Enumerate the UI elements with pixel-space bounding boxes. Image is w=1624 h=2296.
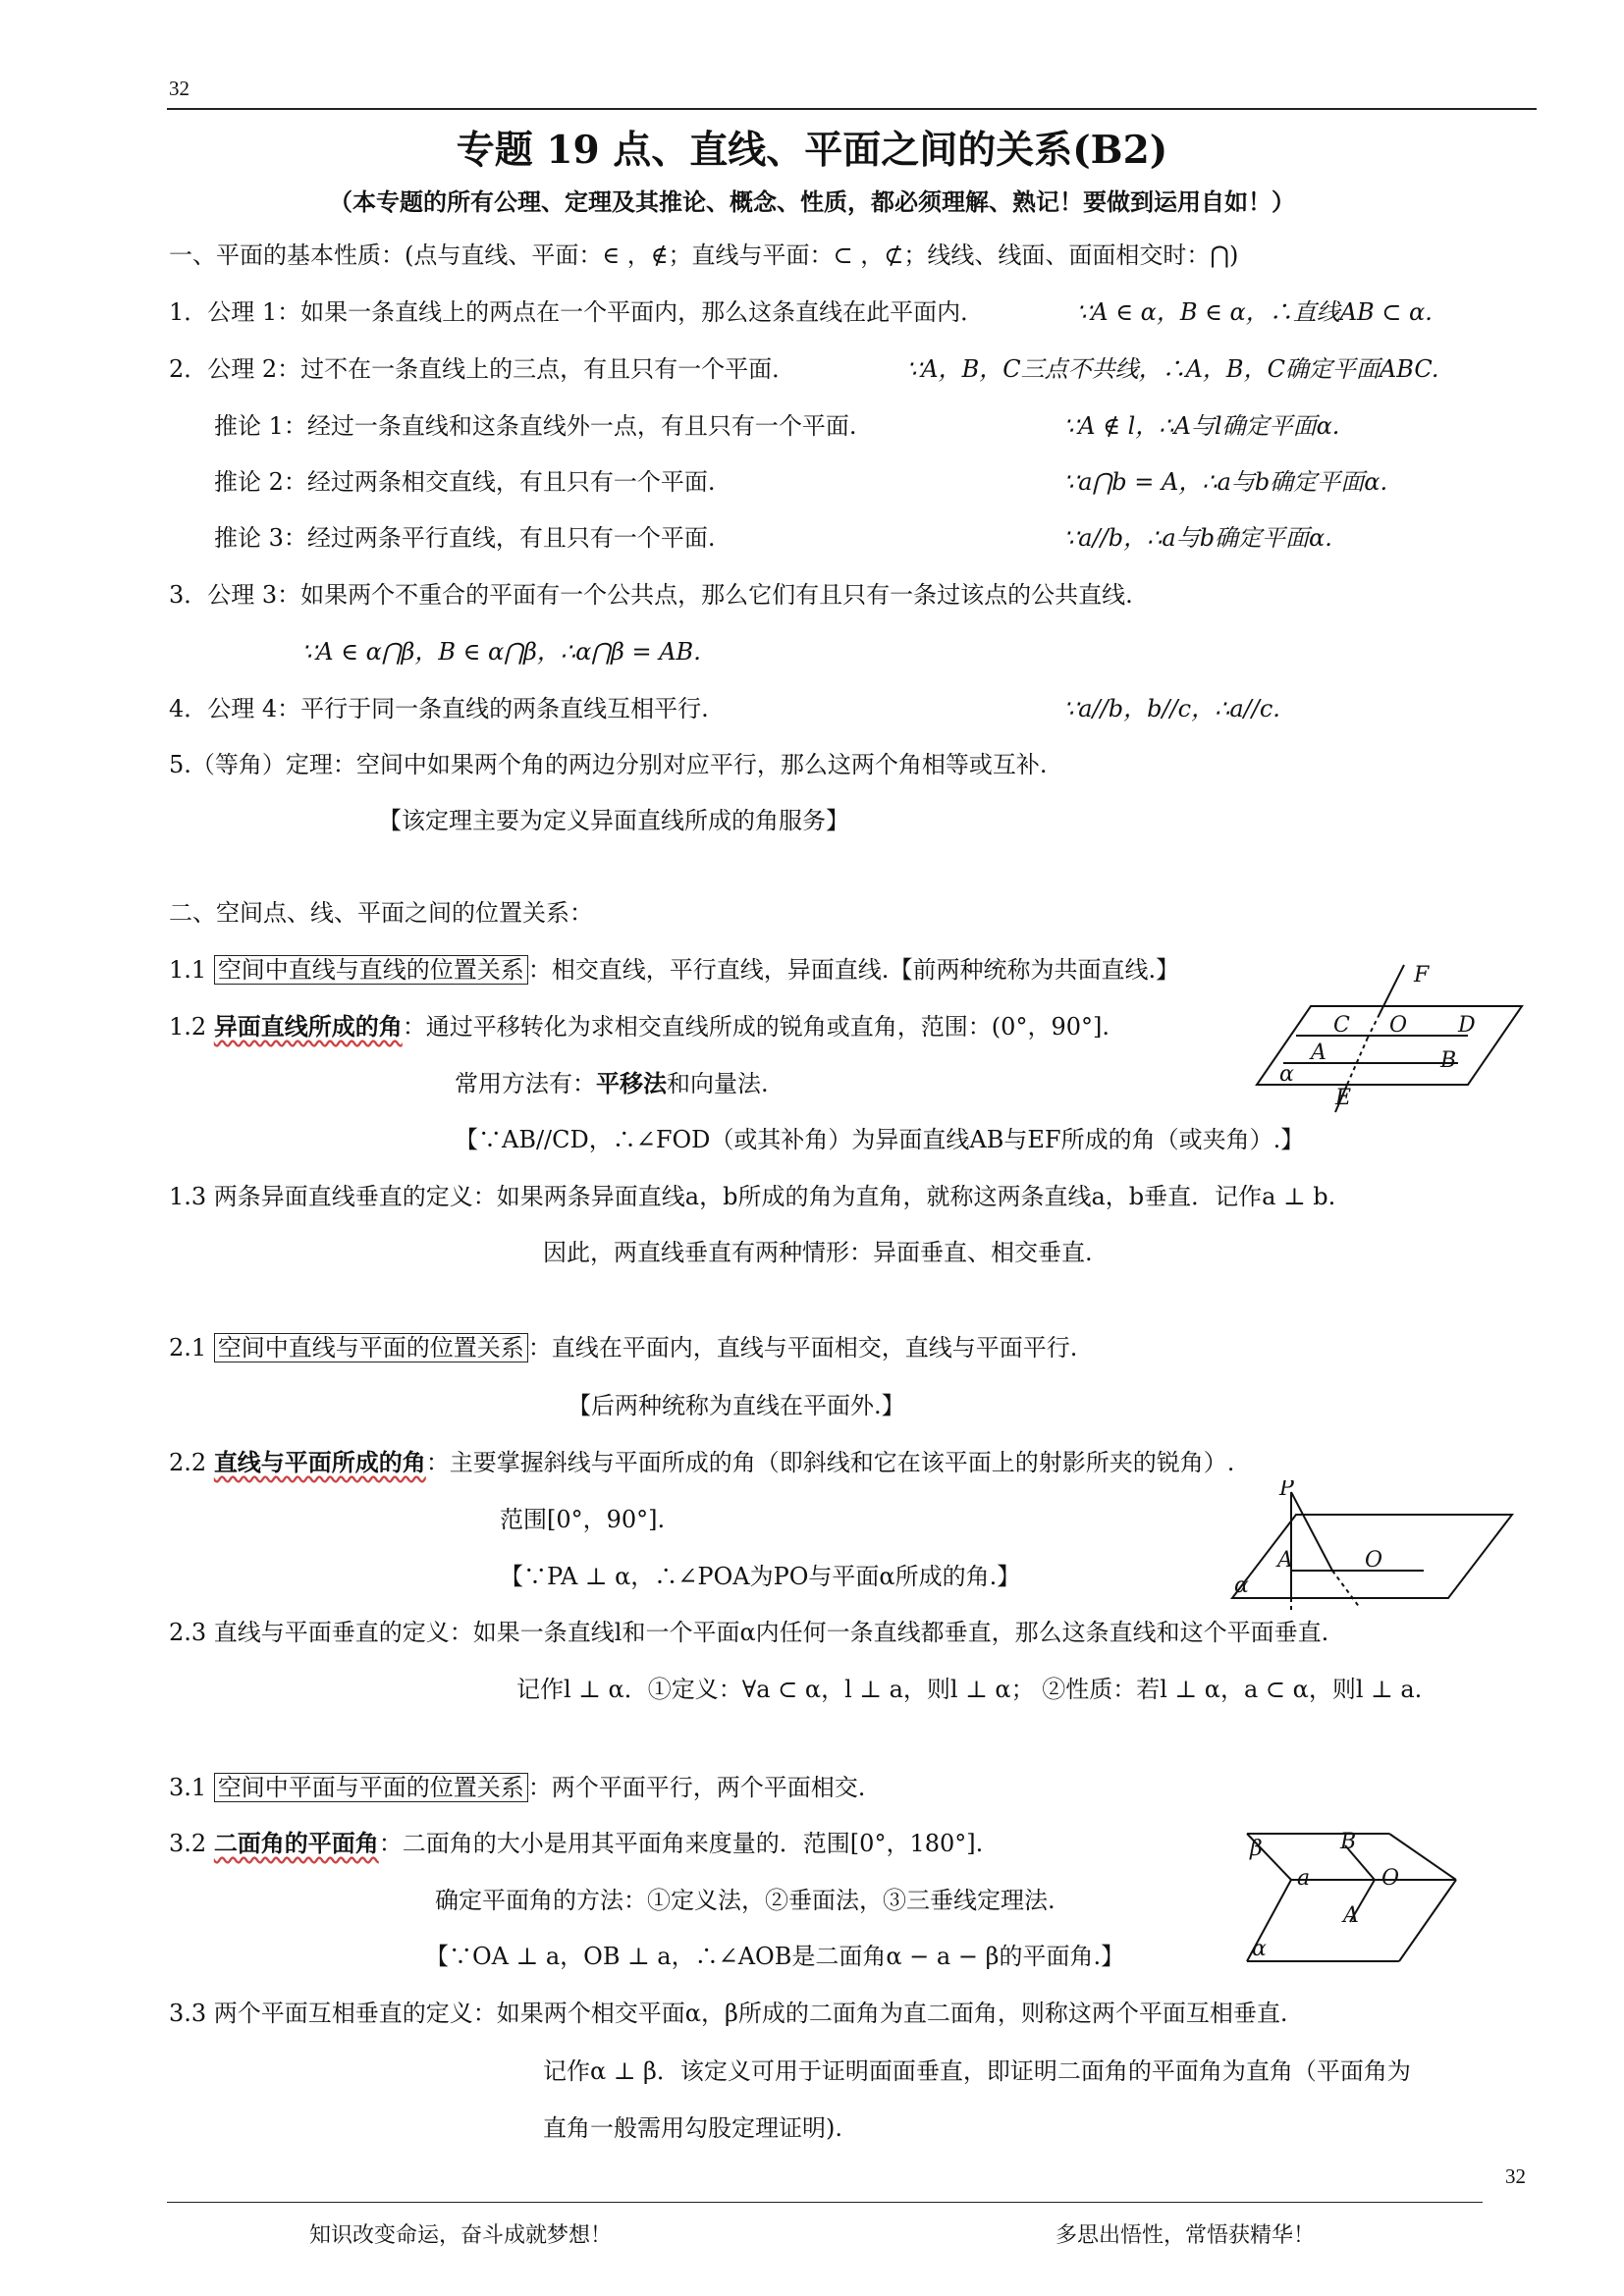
label-e: E — [1335, 1086, 1352, 1110]
item-1-2-rest: ：通过平移转化为求相交直线所成的锐角或直角，范围：(0°，90°]. — [402, 1013, 1110, 1041]
item-3-2-rest: ：二面角的大小是用其平面角来度量的．范围[0°，180°]. — [378, 1830, 984, 1857]
item-1-2 — [169, 1011, 1110, 1042]
theorem5-note: 【该定理主要为定义异面直线所成的角服务】 — [378, 807, 849, 834]
item-3-1-num: 3.1 — [169, 1774, 207, 1801]
item-3-1 — [169, 1772, 865, 1803]
label-p: P — [1279, 1480, 1294, 1501]
label-a: A — [1277, 1548, 1293, 1573]
item-2-2-rest: ：主要掌握斜线与平面所成的角（即斜线和它在该平面上的射影所夹的锐角）. — [425, 1449, 1235, 1476]
page-title: 专题 19 点、直线、平面之间的关系(B2) — [456, 128, 1168, 173]
item-1-2-method-bold: 平移法 — [596, 1069, 667, 1097]
axiom4-math: ∵a//b，b//c，∴a//c. — [1063, 695, 1280, 722]
line-ef-hidden-2 — [1347, 1038, 1368, 1085]
item-3-2-num: 3.2 — [169, 1830, 207, 1857]
section1-heading: 一、平面的基本性质：(点与直线、平面：∈ ，∉；直线与平面：⊂ ，⊄；线线、线面、面面相交时：⋂) — [169, 241, 1239, 269]
label-a: A — [1311, 1041, 1326, 1065]
item-2-2-num: 2.2 — [169, 1449, 207, 1476]
item-3-3-b: 记作α ⊥ β．该定义可用于证明面面垂直，即证明二面角的平面角为直角（平面角为 — [543, 2057, 1411, 2085]
item-1-3-b: 因此，两直线垂直有两种情形：异面垂直、相交垂直. — [543, 1239, 1093, 1266]
label-a-point: A — [1343, 1903, 1359, 1928]
item-3-3: 3.3 两个平面互相垂直的定义：如果两个相交平面α，β所成的二面角为直二面角，则称这两个平面互相垂直. — [169, 2000, 1288, 2027]
item-2-1-note: 【后两种统称为直线在平面外.】 — [568, 1392, 905, 1419]
item-2-2-bold-term: 直线与平面所成的角 — [213, 1448, 426, 1476]
half-plane-beta-right — [1389, 1834, 1456, 1880]
item-2-3: 2.3 直线与平面垂直的定义：如果一条直线l和一个平面α内任何一条直线都垂直，那么这条直线和这个平面垂直. — [169, 1619, 1329, 1646]
axiom4-text: 4．公理 4：平行于同一条直线的两条直线互相平行. — [169, 695, 709, 722]
label-alpha: α — [1234, 1574, 1249, 1598]
item-1-2-note: 【∵AB//CD，∴∠FOD（或其补角）为异面直线AB与EF所成的角（或夹角）.】 — [455, 1126, 1305, 1153]
item-1-2-method-post: 和向量法. — [667, 1070, 769, 1097]
corollary1-text: 推论 1：经过一条直线和这条直线外一点，有且只有一个平面. — [214, 412, 857, 440]
label-f: F — [1414, 963, 1430, 988]
item-1-1-num: 1.1 — [169, 956, 207, 984]
line-ef-hidden — [1368, 1014, 1380, 1038]
item-1-1-boxed-term: 空间中直线与直线的位置关系 — [214, 955, 528, 985]
item-3-1-boxed-term: 空间中平面与平面的位置关系 — [214, 1773, 528, 1802]
axiom2-math: ∵A，B，C三点不共线，∴A，B，C确定平面ABC. — [906, 355, 1439, 383]
footer-page-number: 32 — [1505, 2164, 1526, 2188]
footer-rule — [167, 2202, 1483, 2203]
page-subtitle: （本专题的所有公理、定理及其推论、概念、性质，都必须理解、熟记！要做到运用自如！） — [329, 187, 1295, 216]
corollary3-text: 推论 3：经过两条平行直线，有且只有一个平面. — [214, 524, 716, 552]
label-b: B — [1440, 1048, 1457, 1073]
item-2-1 — [169, 1332, 1077, 1363]
item-2-1-num: 2.1 — [169, 1334, 207, 1362]
label-d: D — [1458, 1013, 1476, 1038]
item-1-2-num: 1.2 — [169, 1013, 207, 1041]
footer-left-motto: 知识改变命运，奋斗成就梦想！ — [309, 2223, 613, 2248]
label-a-edge: a — [1297, 1866, 1311, 1891]
axiom1-math: ∵A ∈ α，B ∈ α，∴直线AB ⊂ α. — [1076, 298, 1433, 326]
item-2-3-b: 记作l ⊥ α．①定义：∀a ⊂ α，l ⊥ a，则l ⊥ α； ②性质：若l ⊥ α，a ⊂ α，则l ⊥ a. — [516, 1676, 1423, 1703]
header-rule — [167, 108, 1537, 110]
figure-dihedral-angle — [1242, 1824, 1463, 1971]
header-page-number: 32 — [169, 77, 189, 100]
item-3-3-c: 直角一般需用勾股定理证明). — [543, 2114, 842, 2142]
corollary2-math: ∵a⋂b = A，∴a与b确定平面α. — [1063, 468, 1388, 496]
label-alpha: α — [1252, 1937, 1267, 1961]
item-1-2-bold-term: 异面直线所成的角 — [213, 1012, 403, 1041]
item-3-2 — [169, 1828, 983, 1859]
label-o: O — [1381, 1866, 1400, 1891]
item-1-2-method-pre: 常用方法有： — [455, 1070, 596, 1097]
axiom2-text: 2．公理 2：过不在一条直线上的三点，有且只有一个平面． — [169, 355, 796, 383]
item-2-1-boxed-term: 空间中直线与平面的位置关系 — [214, 1333, 528, 1362]
item-3-2-method: 确定平面角的方法：①定义法，②垂面法，③三垂线定理法. — [435, 1887, 1056, 1914]
theorem5-text: 5.（等角）定理：空间中如果两个角的两边分别对应平行，那么这两个角相等或互补. — [169, 751, 1048, 778]
item-3-1-rest: ：两个平面平行，两个平面相交. — [527, 1774, 866, 1801]
item-1-1-rest: ：相交直线，平行直线，异面直线.【前两种统称为共面直线.】 — [527, 956, 1180, 984]
label-b: B — [1340, 1830, 1357, 1854]
half-plane-alpha-right — [1399, 1880, 1456, 1961]
axiom3-text: 3．公理 3：如果两个不重合的平面有一个公共点，那么它们有且只有一条过该点的公共直线. — [169, 581, 1133, 609]
item-2-2-note: 【∵PA ⊥ α，∴∠POA为PO与平面α所成的角.】 — [500, 1563, 1021, 1590]
corollary2-text: 推论 2：经过两条相交直线，有且只有一个平面. — [214, 468, 716, 496]
oblique-po-hidden — [1332, 1571, 1360, 1608]
axiom1-text: 1．公理 1：如果一条直线上的两点在一个平面内，那么这条直线在此平面内． — [169, 298, 985, 326]
figure-skew-lines — [1252, 957, 1546, 1124]
item-1-3: 1.3 两条异面直线垂直的定义：如果两条异面直线a，b所成的角为直角，就称这两条直线a，b垂直．记作a ⊥ b. — [169, 1183, 1336, 1210]
item-2-1-rest: ：直线在平面内，直线与平面相交，直线与平面平行. — [527, 1334, 1078, 1362]
item-3-2-note: 【∵OA ⊥ a，OB ⊥ a，∴∠AOB是二面角α − a − β的平面角.】 — [425, 1943, 1125, 1970]
item-1-2-method — [455, 1068, 769, 1099]
item-1-1 — [169, 954, 1179, 986]
footer-right-motto: 多思出悟性，常悟获精华！ — [1056, 2223, 1316, 2248]
axiom3-math: ∵A ∈ α⋂β，B ∈ α⋂β，∴α⋂β = AB. — [301, 638, 701, 666]
label-beta: β — [1250, 1837, 1263, 1861]
corollary3-math: ∵a//b，∴a与b确定平面α. — [1063, 524, 1332, 552]
item-2-2 — [169, 1447, 1234, 1478]
item-3-2-bold-term: 二面角的平面角 — [213, 1829, 379, 1857]
figure-line-plane-angle — [1213, 1480, 1517, 1613]
label-o: O — [1365, 1548, 1383, 1573]
label-alpha: α — [1279, 1062, 1294, 1087]
item-2-2-range: 范围[0°，90°]. — [500, 1506, 666, 1533]
label-c: C — [1333, 1013, 1350, 1038]
section2-heading: 二、空间点、线、平面之间的位置关系： — [169, 899, 593, 927]
label-o: O — [1389, 1013, 1408, 1038]
oblique-po — [1291, 1492, 1332, 1571]
corollary1-math: ∵A ∉ l，∴A与l确定平面α. — [1063, 412, 1340, 440]
